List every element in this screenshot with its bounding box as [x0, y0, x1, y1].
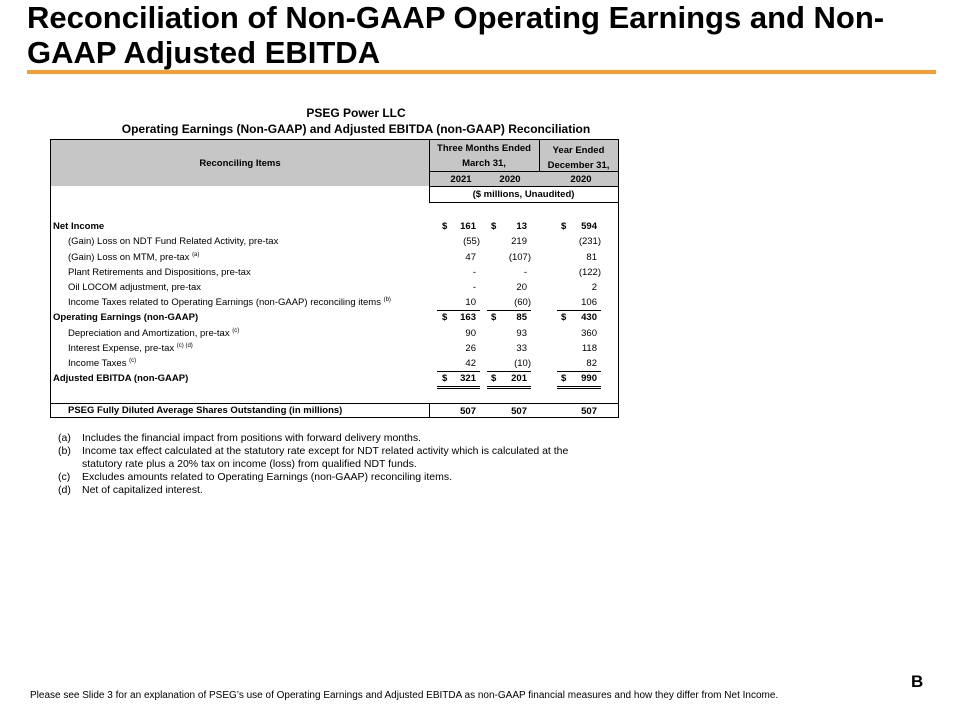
row-label [53, 221, 104, 232]
cell-value: 219 [511, 236, 527, 247]
shares-rule [51, 403, 618, 404]
reconciling-items-header: Reconciling Items [199, 158, 281, 169]
cell-value: 201 [511, 373, 527, 384]
slide-letter: B [911, 672, 924, 691]
row-label [68, 343, 193, 354]
cell-value: 161 [460, 221, 476, 232]
dollar-sign: $ [491, 221, 497, 232]
cell-value: 118 [581, 343, 597, 354]
footnote-key: (a) [58, 432, 71, 444]
dollar-sign: $ [442, 221, 448, 232]
cell-value: 163 [460, 312, 476, 323]
row-label-text: Net Income [53, 221, 105, 232]
cell-value: (107) [508, 252, 531, 263]
footnote-text: Excludes amounts related to Operating Earnings (non-GAAP) reconciling items. [82, 471, 453, 483]
page-title: Reconciliation of Non-GAAP Operating Earnings and Non-GAAP Adjusted EBITDA [27, 0, 885, 70]
subtotal-rule [487, 386, 531, 387]
row-label-text: Income Taxes related to Operating Earnings (non-GAAP) reconciling items [68, 297, 381, 308]
col-2020-year-header: 2020 [570, 174, 592, 185]
cell-value: 594 [581, 221, 597, 232]
footnote-text: Includes the financial impact from positions with forward delivery months. [82, 432, 422, 444]
cell-value: 93 [516, 328, 527, 339]
subtotal-rule [437, 371, 480, 372]
row-label-text: Depreciation and Amortization, pre-tax [68, 328, 230, 339]
cell-value: 42 [465, 358, 476, 369]
row-label-text: (Gain) Loss on MTM, pre-tax [68, 252, 190, 263]
three-months-ended-header: Three Months Ended [437, 143, 531, 154]
footnote-key: (b) [58, 445, 71, 457]
row-label-text: Operating Earnings (non-GAAP) [53, 312, 199, 323]
cell-value: 321 [460, 373, 476, 384]
footer-disclaimer: Please see Slide 3 for an explanation of PSEG’s use of Operating Earnings and Adjusted EBITDA as non-GAAP financial measures and how they differ from Net Income. [30, 690, 779, 701]
row-label [68, 267, 251, 278]
company-name: PSEG Power LLC [306, 106, 406, 120]
dollar-sign: $ [442, 312, 448, 323]
header-rule [429, 186, 618, 187]
footnote-ref: (c) [129, 358, 137, 364]
row-label [68, 328, 239, 339]
header-rule [429, 202, 618, 203]
cell-value: (60) [514, 297, 531, 308]
row-label [68, 236, 278, 247]
cell-value: 85 [516, 312, 527, 323]
footnote-text: Net of capitalized interest. [82, 484, 203, 496]
cell-value: - [472, 282, 476, 293]
subtotal-rule [557, 371, 601, 372]
dollar-sign: $ [491, 373, 497, 384]
cell-value: (55) [463, 236, 480, 247]
row-label-text: Income Taxes [68, 358, 127, 369]
footnote-key: (c) [58, 471, 71, 483]
footnote-ref: (b) [383, 297, 391, 303]
cell-value: 430 [581, 312, 597, 323]
december-31-header: December 31, [547, 160, 610, 171]
march-31-header: March 31, [462, 158, 506, 169]
subtotal-rule [487, 371, 531, 372]
footnote-ref: (c) [232, 328, 240, 334]
cell-value: 26 [465, 343, 476, 354]
cell-value: 106 [581, 297, 597, 308]
footnote-ref: (a) [192, 252, 200, 258]
cell-value: 2 [591, 282, 597, 293]
row-label-text: (Gain) Loss on NDT Fund Related Activity, pre-tax [68, 236, 279, 247]
shares-2020-year: 507 [581, 406, 597, 417]
dollar-sign: $ [561, 312, 567, 323]
subtotal-rule [557, 388, 601, 389]
row-label [53, 312, 198, 323]
units-header: ($ millions, Unaudited) [472, 189, 575, 200]
cell-value: - [523, 267, 527, 278]
subtotal-rule [487, 310, 531, 311]
dollar-sign: $ [561, 221, 567, 232]
row-label-text: Adjusted EBITDA (non-GAAP) [53, 373, 189, 384]
row-label [68, 252, 199, 263]
cell-value: 360 [581, 328, 597, 339]
cell-value: (122) [578, 267, 601, 278]
row-label-text: Interest Expense, pre-tax [68, 343, 175, 354]
subtotal-rule [557, 386, 601, 387]
cell-value: 47 [465, 252, 476, 263]
shares-2020: 507 [511, 406, 527, 417]
dollar-sign: $ [491, 312, 497, 323]
subtotal-rule [487, 388, 531, 389]
row-label [68, 282, 201, 293]
footnote-text: Income tax effect calculated at the statutory rate except for NDT related activity which is calculated at the statutory rate plus a 20% tax on income (loss) from qualified NDT funds. [82, 445, 569, 470]
row-label [68, 297, 391, 308]
dollar-sign: $ [442, 373, 448, 384]
row-label-text: Oil LOCOM adjustment, pre-tax [68, 282, 202, 293]
title-underline [27, 70, 936, 74]
year-ended-header: Year Ended [552, 145, 605, 156]
col-2021-header: 2021 [450, 174, 472, 185]
cell-value: 90 [465, 328, 476, 339]
cell-value: 81 [586, 252, 597, 263]
table-title: Operating Earnings (Non-GAAP) and Adjusted EBITDA (non-GAAP) Reconciliation [121, 122, 591, 136]
row-label-text: Plant Retirements and Dispositions, pre-tax [68, 267, 251, 278]
shares-2021: 507 [460, 406, 476, 417]
row-label [53, 373, 188, 384]
cell-value: 20 [516, 282, 527, 293]
shares-label: PSEG Fully Diluted Average Shares Outstanding (in millions) [68, 405, 343, 416]
col-2020-header: 2020 [499, 174, 521, 185]
reconciliation-table [50, 139, 619, 418]
subtotal-rule [437, 386, 480, 387]
header-rule [429, 171, 618, 172]
subtotal-rule [437, 310, 480, 311]
footnote-key: (d) [58, 484, 71, 496]
cell-value: 990 [581, 373, 597, 384]
cell-value: 33 [516, 343, 527, 354]
cell-value: 10 [465, 297, 476, 308]
cell-value: - [472, 267, 476, 278]
row-label [68, 358, 136, 369]
subtotal-rule [437, 388, 480, 389]
dollar-sign: $ [561, 373, 567, 384]
cell-value: (10) [514, 358, 531, 369]
cell-value: (231) [578, 236, 601, 247]
subtotal-rule [557, 310, 601, 311]
shares-divider [429, 403, 430, 417]
cell-value: 82 [586, 358, 597, 369]
cell-value: 13 [516, 221, 527, 232]
footnote-ref: (c) (d) [176, 343, 193, 349]
